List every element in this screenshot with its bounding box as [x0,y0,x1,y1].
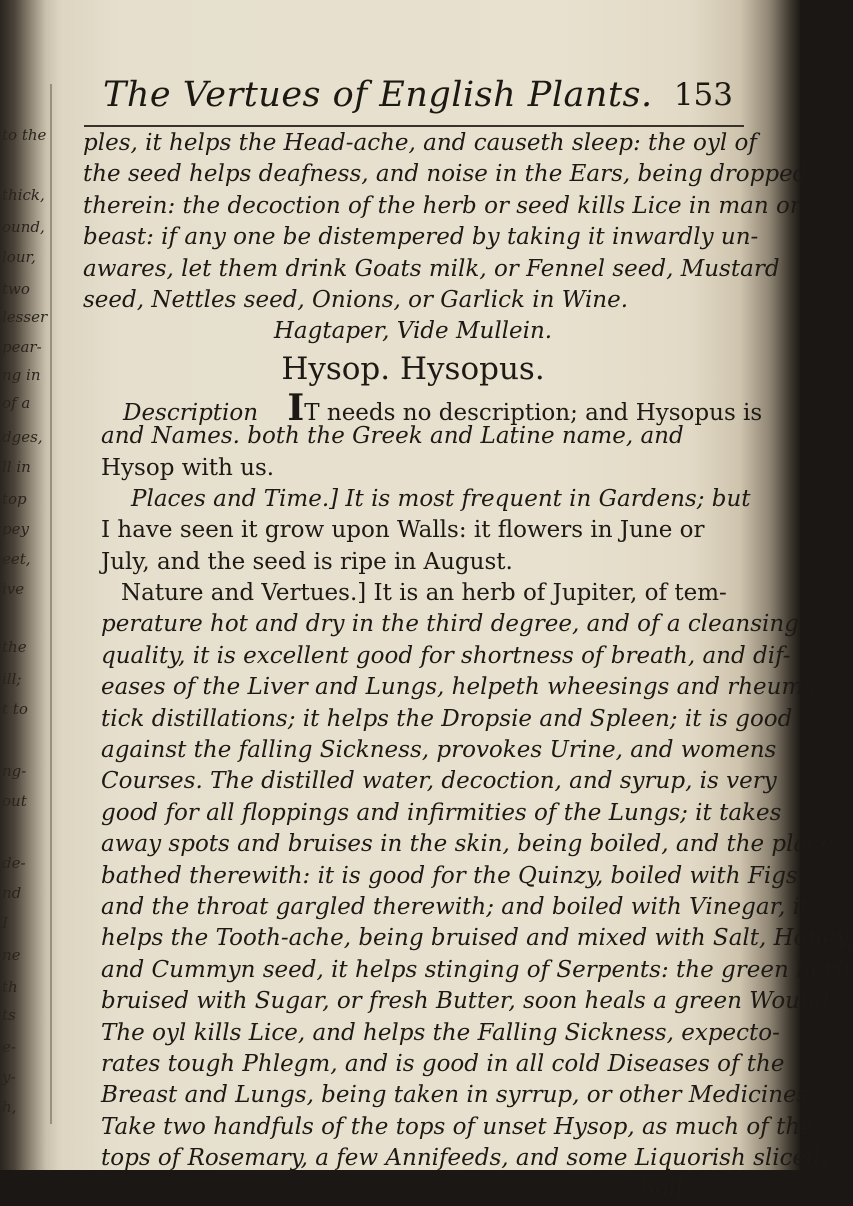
text-line: tops of Rosemary, a few Annifeeds, and some Liquorish sliced, [101,1145,829,1172]
text-line: helps the Tooth-ache, being bruised and mixed with Salt, Honey, [101,925,853,952]
margin-fragment: ive [2,580,25,598]
margin-fragment: I [2,914,8,932]
margin-fragment: to the [2,126,47,144]
margin-fragment: th [2,978,18,996]
margin-fragment: ng- [2,762,27,780]
page-number: 153 [673,77,733,113]
text-line: quality, it is excellent good for shortness of breath, and dif- [101,642,791,669]
margin-fragment: ne [2,946,21,964]
text-line: Take two handfuls of the tops of unset Hysop, as much of the [101,1113,814,1140]
cross-reference: Hagtaper, Vide Mullein. [273,318,553,345]
margin-fragment: top [2,490,27,508]
margin-fragment: lour, [2,248,36,266]
text-line: perature hot and dry in the third degree, and of a cleansing [101,611,799,638]
binding-shadow [50,84,52,1124]
margin-fragment: the [2,638,27,656]
text-line: therein: the decoction of the herb or seed kills Lice in man or [83,192,801,219]
facing-page-fragments [0,0,46,1170]
text-line: July, and the seed is ripe in August. [101,548,513,575]
margin-fragment: de- [2,854,26,872]
text-line: against the falling Sickness, provokes Urine, and womens [101,737,777,764]
header-rule [84,125,744,127]
margin-fragment: pey [2,520,29,538]
margin-fragment: ng in [2,366,41,384]
margin-fragment: ill; [2,670,22,688]
section-heading: Hysop. Hysopus. [281,350,545,387]
text-line: beast: if any one be distempered by taking it inwardly un- [83,224,759,251]
text-line: good for all floppings and infirmities of the Lungs; it takes [101,799,782,826]
text-line: bruised with Sugar, or fresh Butter, soon heals a green Wound. [101,988,837,1015]
margin-fragment: lesser [2,308,48,326]
margin-fragment: pear- [2,338,42,356]
text-line [83,386,763,429]
margin-fragment: e- [2,1038,16,1056]
text-line: The oyl kills Lice, and helps the Falling Sickness, expecto- [101,1019,780,1046]
margin-fragment: eet, [2,550,31,568]
margin-fragment: dges, [2,428,43,446]
running-header [103,75,743,125]
text-line: and Names. both the Greek and Latine name, and [101,423,684,450]
text-line: tick distillations; it helps the Dropsie and Spleen; it is good [101,705,793,732]
text-line: Breast and Lungs, being taken in syrrup, or other Medicines. [101,1082,816,1109]
margin-fragment: ts [2,1006,16,1024]
margin-fragment: of a [2,394,31,412]
margin-fragment: h, [2,1098,17,1116]
body-text [83,128,853,1206]
text-line: Hysop with us. [101,454,275,481]
text-line: Places and Time.] It is most frequent in Gardens; but [131,485,751,512]
text-run: T needs no description; and Hysopus is [304,399,763,426]
margin-fragment: ll in [2,458,31,476]
text-line: eases of the Liver and Lungs, helpeth wheesings and rheuma- [101,674,825,701]
text-line: Courses. The distilled water, decoction, and syrup, is very [101,768,777,795]
margin-fragment: t to [2,700,28,718]
text-line: and Cummyn seed, it helps stinging of Serpents: the green herb [101,956,851,983]
margin-fragment: y- [2,1068,16,1086]
text-line: Nature and Vertues.] It is an herb of Jupiter, of tem- [121,580,727,607]
margin-fragment: thick, [2,186,45,204]
text-line: away spots and bruises in the skin, being boiled, and the place [101,831,834,858]
margin-fragment: ound, [2,218,45,236]
margin-fragment: out [2,792,27,810]
running-title: The Vertues of English Plants. [103,75,653,115]
catchword: boil [639,1176,683,1203]
text-line: I have seen it grow upon Walls: it flowers in June or [101,517,705,544]
text-line: bathed therewith: it is good for the Quinzy, boiled with Figs [101,862,798,889]
margin-fragment: nd [2,884,22,902]
text-line: awares, let them drink Goats milk, or Fennel seed, Mustard [83,255,780,282]
text-line: the seed helps deafness, and noise in the Ears, being dropped [83,161,808,188]
text-line: and the throat gargled therewith; and boiled with Vinegar, it [101,893,810,920]
margin-fragment: two [2,280,30,298]
text-line: ples, it helps the Head-ache, and causeth sleep: the oyl of [83,130,757,156]
drop-cap: I [287,386,305,429]
text-line: rates tough Phlegm, and is good in all cold Diseases of the [101,1050,785,1077]
side-label: Description [123,399,259,426]
text-line: seed, Nettles seed, Onions, or Garlick in Wine. [83,286,629,313]
